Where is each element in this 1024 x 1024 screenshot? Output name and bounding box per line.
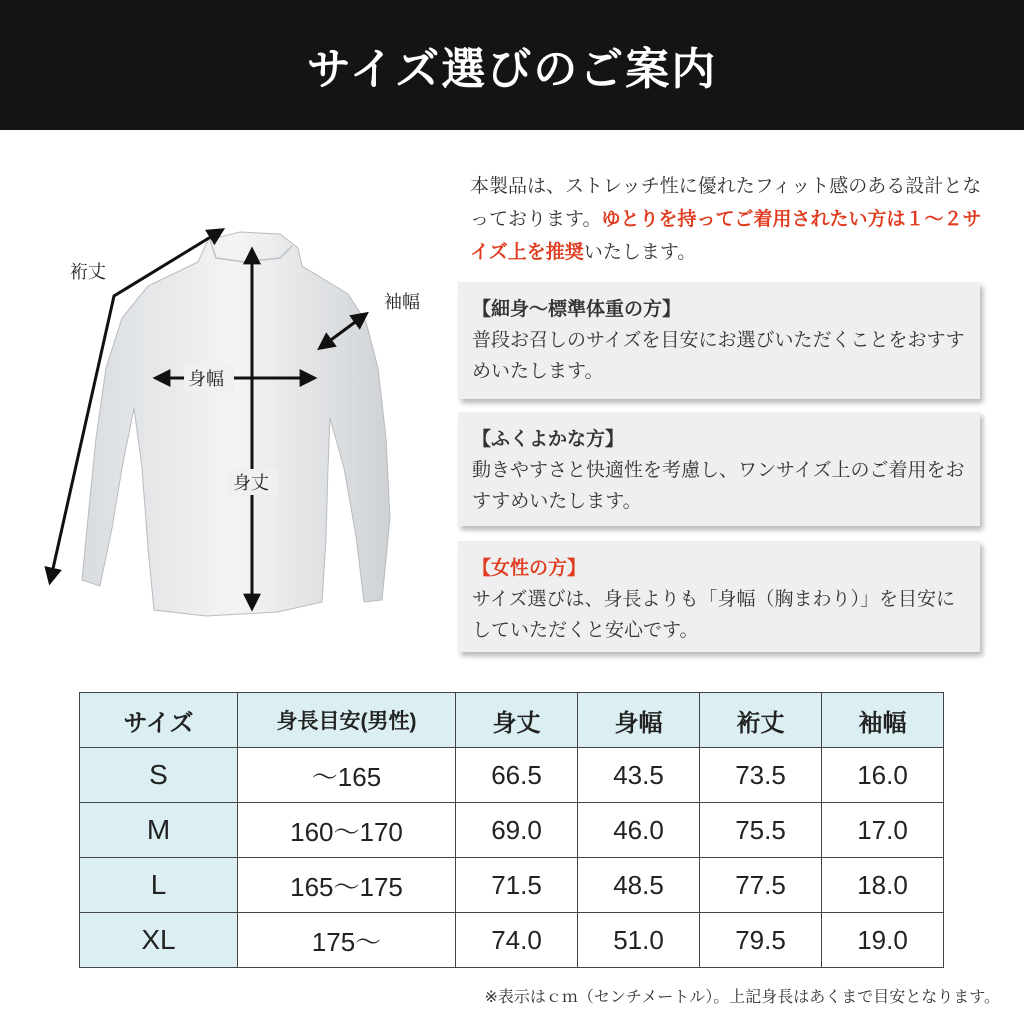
cell-mitake: 74.0: [456, 913, 578, 968]
col-header-height: 身長目安(男性): [238, 693, 456, 748]
label-mitake: 身丈: [233, 473, 269, 494]
cell-sodehaba: 19.0: [822, 913, 944, 968]
advice-card-title: 【細身～標準体重の方】: [472, 298, 682, 320]
footnote: ※表示はｃｍ（センチメートル）。上記身長はあくまで目安となります。: [484, 987, 1000, 1006]
cell-mihaba: 48.5: [578, 858, 700, 913]
col-header-mihaba: 身幅: [578, 693, 700, 748]
table-row: [80, 803, 944, 858]
col-header-yuki: 裄丈: [700, 693, 822, 748]
intro-emphasis: ゆとりを持ってご着用されたい方は１～２サイズ上を推奨: [470, 208, 982, 263]
cell-height: 165～175: [238, 858, 456, 913]
shirt-measurement-figure: [30, 218, 450, 628]
label-sodehaba: 袖幅: [384, 292, 420, 313]
table-header-row: [80, 693, 944, 748]
cell-sodehaba: 16.0: [822, 748, 944, 803]
intro-text-2: いたします。: [583, 241, 697, 263]
cell-sodehaba: 17.0: [822, 803, 944, 858]
cell-size: L: [80, 858, 238, 913]
table-row: [80, 748, 944, 803]
label-yuki: 裄丈: [70, 262, 106, 283]
cell-mitake: 71.5: [456, 858, 578, 913]
cell-height: 160～170: [238, 803, 456, 858]
cell-size: M: [80, 803, 238, 858]
intro-text-1: 本製品は、ストレッチ性に優れたフィット感のある設計となっております。: [470, 175, 982, 230]
cell-size: XL: [80, 913, 238, 968]
cell-yuki: 73.5: [700, 748, 822, 803]
advice-card-title: 【女性の方】: [472, 557, 587, 579]
cell-height: ～165: [238, 748, 456, 803]
col-header-size: サイズ: [80, 693, 238, 748]
cell-yuki: 77.5: [700, 858, 822, 913]
shirt-shape: [82, 232, 390, 616]
cell-height: 175～: [238, 913, 456, 968]
advice-card-title: 【ふくよかな方】: [472, 428, 625, 450]
label-mihaba: 身幅: [188, 369, 224, 390]
advice-card-body: 普段お召しのサイズを目安にお選びいただくことをおすすめいたします。: [472, 329, 965, 382]
cell-mitake: 69.0: [456, 803, 578, 858]
cell-mitake: 66.5: [456, 748, 578, 803]
page-header: [0, 0, 1024, 130]
advice-card-body: サイズ選びは、身長よりも「身幅（胸まわり）」を目安にしていただくと安心です。: [472, 588, 955, 641]
table-row: [80, 913, 944, 968]
cell-yuki: 75.5: [700, 803, 822, 858]
advice-card-body: 動きやすさと快適性を考慮し、ワンサイズ上のご着用をおすすめいたします。: [472, 459, 965, 512]
cell-mihaba: 43.5: [578, 748, 700, 803]
size-table: [79, 692, 944, 968]
cell-yuki: 79.5: [700, 913, 822, 968]
page-title: サイズ選びのご案内: [306, 44, 718, 95]
advice-card-slim: [458, 282, 980, 399]
advice-card-women: [458, 541, 980, 652]
col-header-sodehaba: 袖幅: [822, 693, 944, 748]
cell-mihaba: 46.0: [578, 803, 700, 858]
col-header-mitake: 身丈: [456, 693, 578, 748]
cell-mihaba: 51.0: [578, 913, 700, 968]
intro-text: [470, 170, 990, 269]
cell-size: S: [80, 748, 238, 803]
table-row: [80, 858, 944, 913]
cell-sodehaba: 18.0: [822, 858, 944, 913]
advice-card-plump: [458, 412, 980, 526]
